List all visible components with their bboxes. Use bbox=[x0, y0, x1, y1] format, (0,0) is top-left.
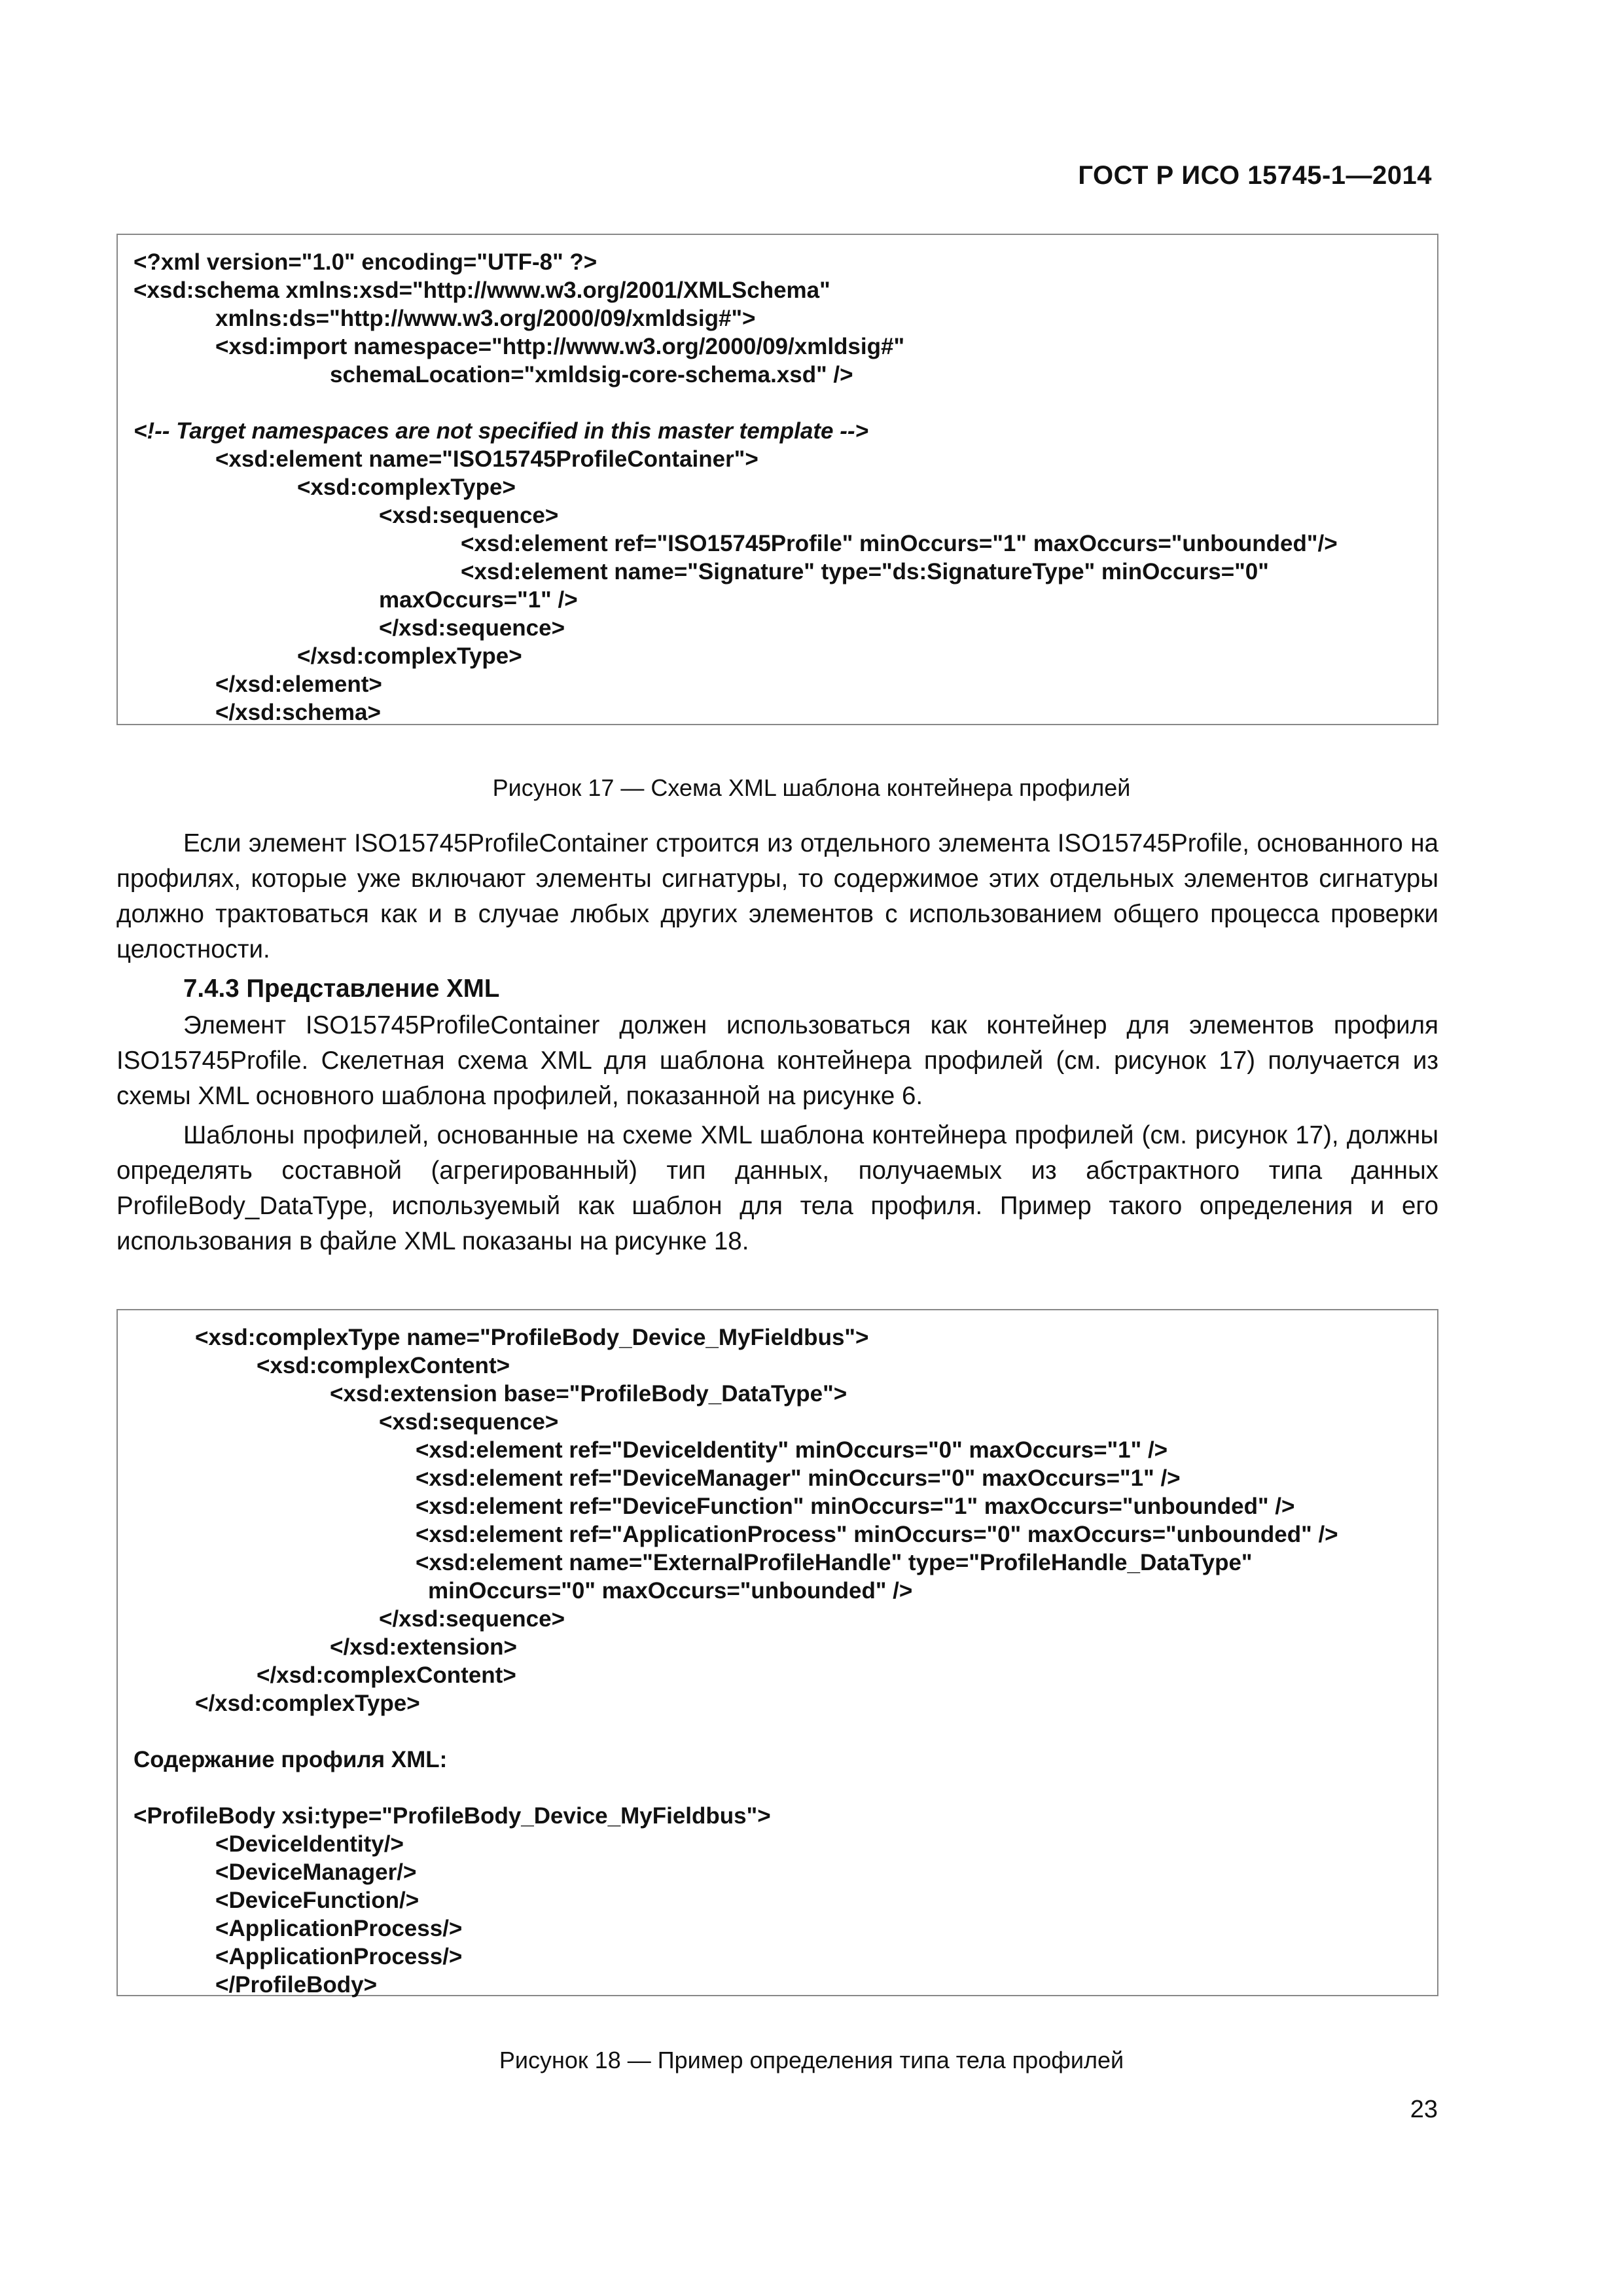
blank-line bbox=[134, 389, 1421, 417]
page-number: 23 bbox=[1410, 2096, 1438, 2123]
figure-17-caption: Рисунок 17 — Схема XML шаблона контейнера профилей bbox=[492, 774, 1131, 801]
code-line: <xsd:import namespace="http://www.w3.org/2000/09/xmldsig#" bbox=[215, 334, 905, 359]
code-line: <DeviceIdentity/> bbox=[215, 1831, 404, 1857]
code-line: <ApplicationProcess/> bbox=[215, 1916, 463, 1941]
code-line: <DeviceFunction/> bbox=[215, 1888, 419, 1913]
code-line: <ApplicationProcess/> bbox=[215, 1944, 463, 1969]
code-line: <xsd:sequence> bbox=[379, 503, 559, 528]
section-heading-7-4-3: 7.4.3 Представление XML bbox=[183, 975, 500, 1003]
code-line: <xsd:element name="Signature" type="ds:SignatureType" minOccurs="0" bbox=[461, 559, 1269, 584]
code-line: </xsd:extension> bbox=[330, 1634, 517, 1660]
code-line: minOccurs="0" maxOccurs="unbounded" /> bbox=[428, 1578, 913, 1604]
code-line: </xsd:sequence> bbox=[379, 1606, 565, 1632]
code-line: </ProfileBody> bbox=[215, 1972, 378, 1998]
code-line: <DeviceManager/> bbox=[215, 1859, 417, 1885]
code-line: <xsd:schema xmlns:xsd="http://www.w3.org/2001/XMLSchema" bbox=[134, 278, 830, 303]
code-line: </xsd:complexContent> bbox=[257, 1662, 516, 1688]
body-text bbox=[116, 826, 1438, 1263]
figure-17-code-listing bbox=[116, 234, 1438, 725]
code-line: maxOccurs="1" /> bbox=[379, 587, 578, 613]
code-line: schemaLocation="xmldsig-core-schema.xsd" /> bbox=[330, 362, 853, 387]
code-line: Содержание профиля XML: bbox=[134, 1747, 448, 1772]
paragraph-2: Элемент ISO15745ProfileContainer должен использоваться как контейнер для элементов профиля ISO15745Profile. Скелетная схема XML для шаблона контейнера профилей (см. рисунок 17) получается из схемы XML основного шаблона профилей, показанной на рисунке 6. bbox=[116, 1011, 1438, 1110]
code-line: </xsd:sequence> bbox=[379, 615, 565, 641]
code-line: <?xml version="1.0" encoding="UTF-8" ?> bbox=[134, 249, 597, 275]
code-line: <xsd:sequence> bbox=[379, 1409, 559, 1435]
figure-18-caption: Рисунок 18 — Пример определения типа тела профилей bbox=[499, 2047, 1124, 2073]
code-line: <xsd:element ref="ApplicationProcess" minOccurs="0" maxOccurs="unbounded" /> bbox=[416, 1522, 1338, 1547]
code-line: <xsd:complexContent> bbox=[257, 1353, 510, 1378]
code-line: <xsd:extension base="ProfileBody_DataType"> bbox=[330, 1381, 847, 1407]
blank-line bbox=[134, 1717, 1421, 1746]
blank-line bbox=[134, 1774, 1421, 1802]
code-line: </xsd:element> bbox=[215, 672, 382, 697]
code-line: </xsd:complexType> bbox=[297, 643, 522, 669]
code-line: <ProfileBody xsi:type="ProfileBody_Device_MyFieldbus"> bbox=[134, 1803, 771, 1829]
code-line: <xsd:element name="ISO15745ProfileContainer"> bbox=[215, 446, 758, 472]
code-line: <xsd:element ref="DeviceIdentity" minOccurs="0" maxOccurs="1" /> bbox=[416, 1437, 1168, 1463]
code-line: <xsd:complexType name="ProfileBody_Device_MyFieldbus"> bbox=[195, 1325, 869, 1350]
code-line: <xsd:element ref="ISO15745Profile" minOccurs="1" maxOccurs="unbounded"/> bbox=[461, 531, 1338, 556]
code-comment-line: <!-- Target namespaces are not specified in this master template --> bbox=[134, 418, 868, 444]
paragraph-3: Шаблоны профилей, основанные на схеме XML шаблона контейнера профилей (см. рисунок 17), должны определять составной (агрегированный) тип данных, получаемых из абстрактного типа данных ProfileBody_DataType, используемый как шаблон для тела профиля. Пример такого определения и его использования в файле XML показаны на рисунке 18. bbox=[116, 1121, 1438, 1255]
paragraph-1: Если элемент ISO15745ProfileContainer строится из отдельного элемента ISO15745Profile, основанного на профилях, которые уже включают элементы сигнатуры, то содержимое этих отдельных элементов сигнатуры должно трактоваться как и в случае любых других элементов с использованием общего процесса проверки целостности. bbox=[116, 829, 1438, 963]
code-line: <xsd:complexType> bbox=[297, 475, 516, 500]
code-line: </xsd:complexType> bbox=[195, 1691, 420, 1716]
document-header: ГОСТ Р ИСО 15745-1—2014 bbox=[1078, 161, 1432, 190]
code-line: <xsd:element ref="DeviceFunction" minOccurs="1" maxOccurs="unbounded" /> bbox=[416, 1494, 1295, 1519]
code-line: xmlns:ds="http://www.w3.org/2000/09/xmldsig#"> bbox=[215, 306, 756, 331]
figure-18-code-listing bbox=[116, 1309, 1438, 1996]
code-line: </xsd:schema> bbox=[215, 700, 381, 725]
code-line: <xsd:element name="ExternalProfileHandle" type="ProfileHandle_DataType" bbox=[416, 1550, 1253, 1575]
code-line: <xsd:element ref="DeviceManager" minOccurs="0" maxOccurs="1" /> bbox=[416, 1465, 1181, 1491]
